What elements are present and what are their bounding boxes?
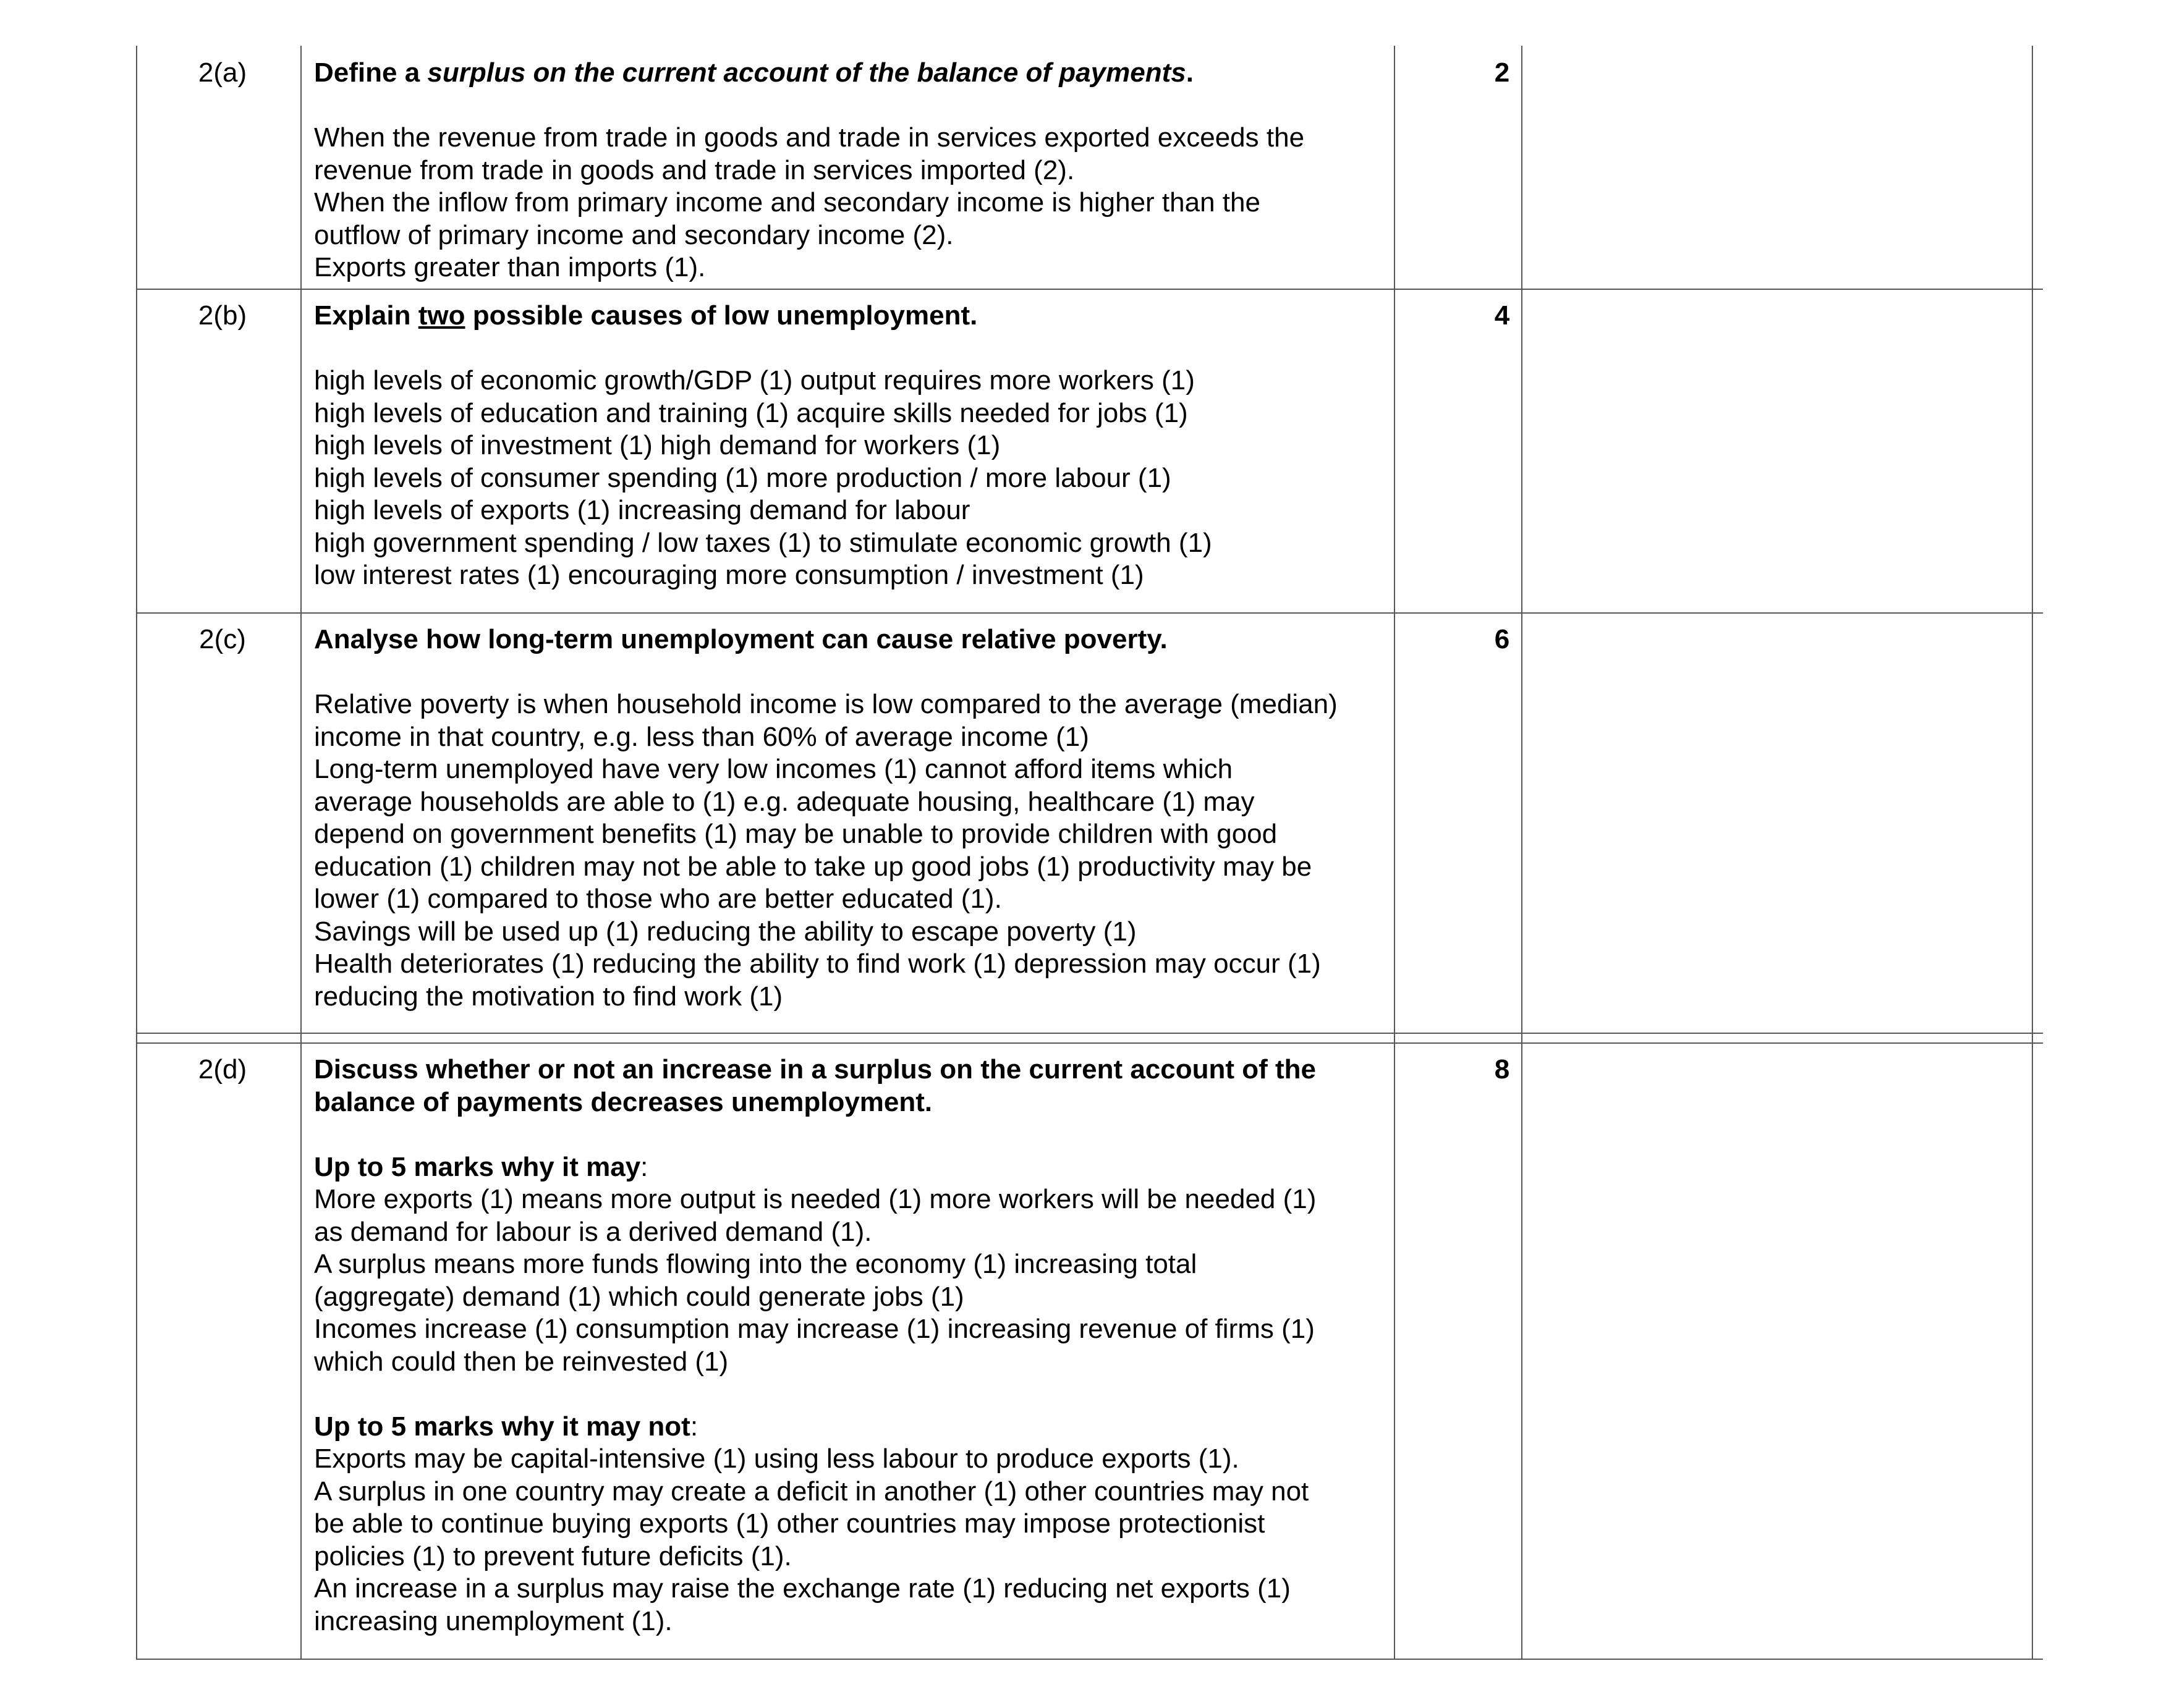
answer-line: Savings will be used up (1) reducing the ability to escape poverty (1) (314, 916, 1137, 947)
column-divider (300, 1042, 302, 1659)
mark-scheme-row-2b (0, 289, 2169, 612)
mark-scheme-row-2d (0, 1042, 2169, 1659)
answer-line: revenue from trade in goods and trade in services imported (2). (314, 154, 1075, 185)
answer-line: Exports greater than imports (1). (314, 252, 706, 282)
marks-value: 2 (1494, 57, 1510, 88)
answer-line: high government spending / low taxes (1) to stimulate economic growth (1) (314, 527, 1212, 558)
column-divider (2032, 1042, 2033, 1659)
table-bottom-border (136, 1659, 2043, 1660)
marks-value: 6 (1494, 624, 1510, 654)
question-number: 2(c) (199, 624, 246, 654)
column-divider (2032, 612, 2033, 1033)
column-divider (136, 46, 137, 289)
column-divider (1521, 289, 1522, 612)
column-divider (1394, 1042, 1395, 1659)
column-divider (136, 1033, 137, 1042)
marks-value: 8 (1494, 1054, 1510, 1084)
row-spacer (0, 1033, 2169, 1042)
answer-line: high levels of exports (1) increasing demand for labour (314, 495, 970, 525)
answer-line: depend on government benefits (1) may be unable to provide children with good (314, 819, 1278, 849)
answer-cell (314, 624, 1390, 1013)
question-number: 2(a) (198, 57, 247, 88)
answer-line: Relative poverty is when household income is low compared to the average (median) (314, 689, 1338, 719)
column-divider (300, 1033, 302, 1042)
mark-scheme-row-2a (0, 46, 2169, 289)
answer-line: Exports may be capital-intensive (1) using less labour to produce exports (1). (314, 1444, 1239, 1474)
column-divider (1521, 612, 1522, 1033)
answer-line: More exports (1) means more output is needed (1) more workers will be needed (1) (314, 1184, 1317, 1214)
answer-line: Health deteriorates (1) reducing the ability to find work (1) depression may occur (1) (314, 949, 1321, 979)
answer-line: high levels of investment (1) high demand for workers (1) (314, 430, 1001, 460)
question-emphasis: surplus on the current account of the balance of payments (427, 57, 1186, 88)
answer-cell (314, 1054, 1390, 1638)
column-divider (1394, 1033, 1395, 1042)
column-divider (1521, 1033, 1522, 1042)
answer-line: outflow of primary income and secondary income (2). (314, 219, 954, 250)
answer-line: reducing the motivation to find work (1) (314, 981, 783, 1012)
column-divider (136, 289, 137, 612)
question-text: Discuss whether or not an increase in a surplus on the current account of the (314, 1054, 1316, 1084)
question-number: 2(b) (198, 300, 247, 331)
column-divider (136, 1042, 137, 1659)
answer-line: When the inflow from primary income and secondary income is higher than the (314, 187, 1260, 218)
column-divider (2032, 46, 2033, 289)
column-divider (1394, 612, 1395, 1033)
answer-line: low interest rates (1) encouraging more consumption / investment (1) (314, 560, 1144, 590)
answer-line: Incomes increase (1) consumption may increase (1) increasing revenue of firms (1) (314, 1314, 1315, 1344)
question-number: 2(d) (198, 1054, 247, 1084)
question-text: Explain two possible causes of low unemployment. (314, 300, 978, 331)
answer-line: education (1) children may not be able to take up good jobs (1) productivity may be (314, 851, 1312, 882)
column-divider (136, 612, 137, 1033)
column-divider (300, 289, 302, 612)
column-divider (2032, 1033, 2033, 1042)
answer-line: When the revenue from trade in goods and trade in services exported exceeds the (314, 122, 1305, 153)
answer-line: lower (1) compared to those who are better educated (1). (314, 884, 1002, 914)
answer-line: average households are able to (1) e.g. adequate housing, healthcare (1) may (314, 786, 1255, 817)
answer-cell (314, 300, 1390, 592)
column-divider (2032, 289, 2033, 612)
answer-line: increasing unemployment (1). (314, 1605, 673, 1636)
marks-value: 4 (1494, 300, 1510, 331)
answer-line: Long-term unemployed have very low incomes (1) cannot afford items which (314, 754, 1233, 784)
answer-line: high levels of consumer spending (1) more production / more labour (1) (314, 462, 1171, 493)
answer-line: income in that country, e.g. less than 60% of average income (1) (314, 721, 1089, 752)
question-text: Define a surplus on the current account of the balance of payments. (314, 57, 1194, 88)
column-divider (1521, 1042, 1522, 1659)
answer-line: which could then be reinvested (1) (314, 1346, 729, 1377)
section-heading: Up to 5 marks why it may: (314, 1151, 648, 1182)
answer-line: (aggregate) demand (1) which could generate jobs (1) (314, 1281, 964, 1312)
answer-line: high levels of economic growth/GDP (1) output requires more workers (1) (314, 365, 1195, 395)
question-text: Analyse how long-term unemployment can cause relative poverty. (314, 624, 1168, 654)
answer-line: policies (1) to prevent future deficits (1). (314, 1541, 792, 1571)
answer-line: A surplus in one country may create a deficit in another (1) other countries may not (314, 1476, 1309, 1507)
answer-cell (314, 57, 1390, 284)
answer-line: as demand for labour is a derived demand (1). (314, 1216, 872, 1247)
question-underlined-word: two (418, 300, 465, 331)
answer-line: be able to continue buying exports (1) other countries may impose protectionist (314, 1508, 1265, 1539)
column-divider (300, 46, 302, 289)
mark-scheme-row-2c (0, 612, 2169, 1033)
answer-line: high levels of education and training (1) acquire skills needed for jobs (1) (314, 397, 1188, 428)
column-divider (1394, 289, 1395, 612)
answer-line: A surplus means more funds flowing into the economy (1) increasing total (314, 1249, 1197, 1279)
answer-line: An increase in a surplus may raise the exchange rate (1) reducing net exports (1) (314, 1573, 1291, 1604)
section-heading: Up to 5 marks why it may not: (314, 1411, 698, 1442)
question-text: balance of payments decreases unemployment. (314, 1086, 933, 1117)
column-divider (300, 612, 302, 1033)
column-divider (1394, 46, 1395, 289)
